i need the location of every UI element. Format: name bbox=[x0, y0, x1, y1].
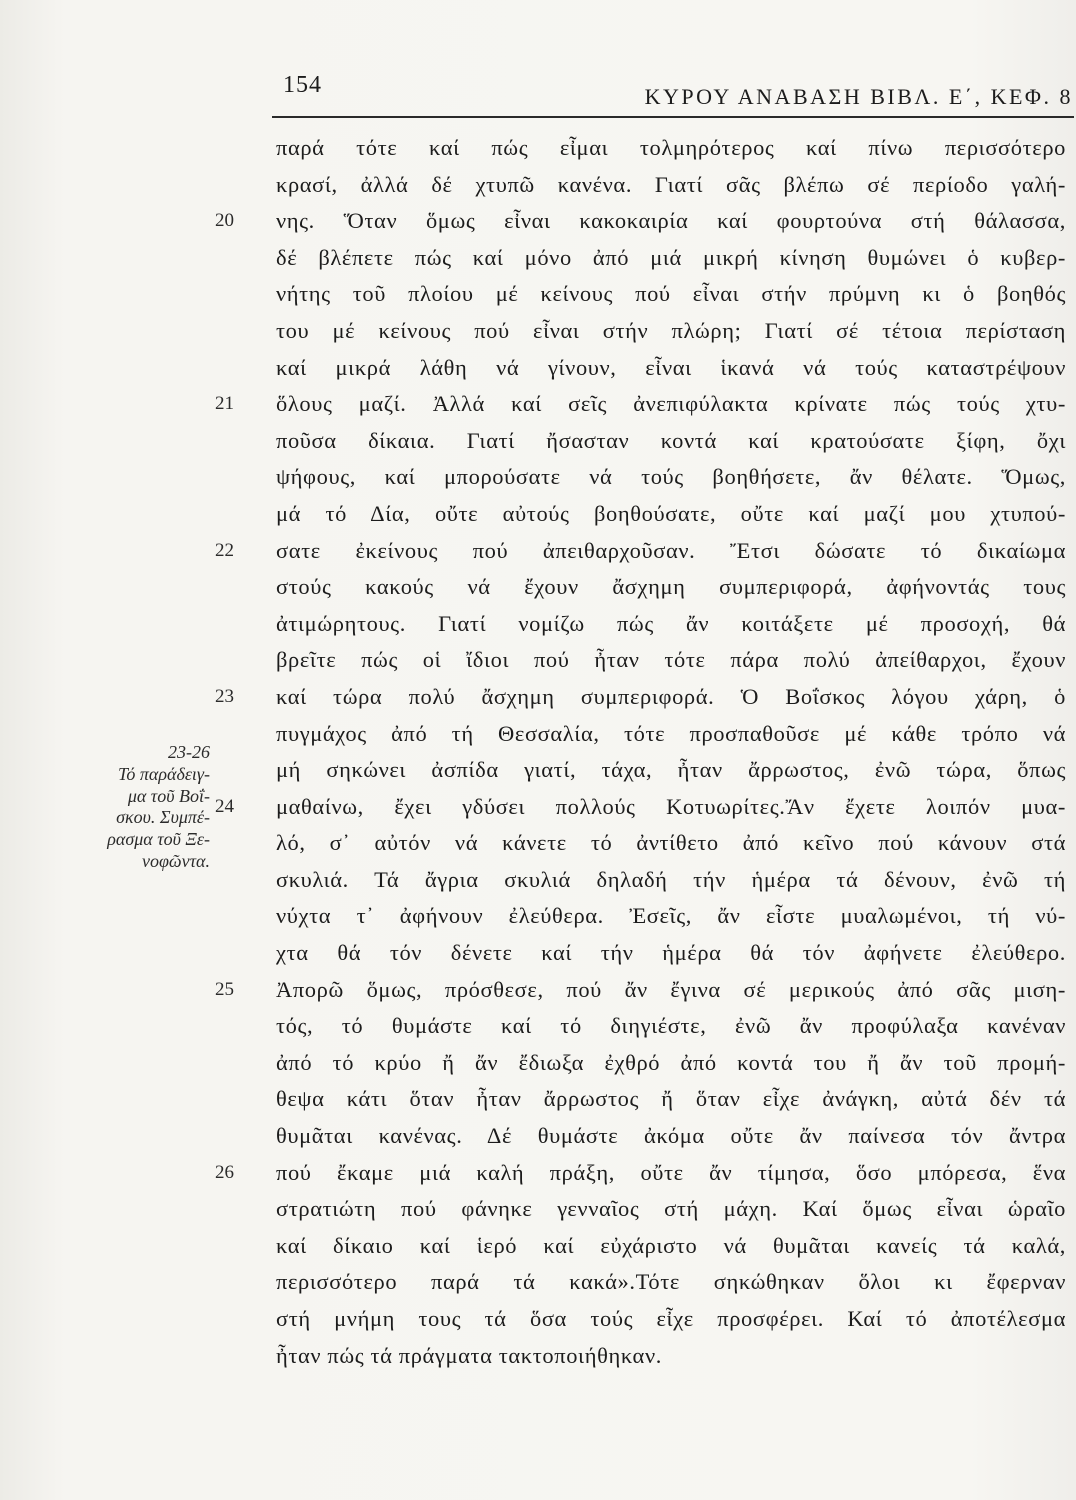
margin-note bbox=[86, 742, 210, 873]
text-line: λό, σ᾽ αὐτόν νά κάνετε τό ἀντίθετο ἀπό κεῖνο πού κάνουν στά bbox=[276, 830, 1066, 856]
text-line: θεψα κάτι ὅταν ἦταν ἄρρωστος ἤ ὅταν εἶχε ἀνάγκη, αὐτά δέν τά bbox=[276, 1086, 1066, 1112]
text-line: ἦταν πώς τά πράγματα τακτοποιήθηκαν. bbox=[276, 1342, 662, 1368]
text-line: πού ἔκαμε μιά καλή πράξη, οὔτε ἄν τίμησα, ὅσο μπόρεσα, ἕνα bbox=[276, 1159, 1066, 1185]
text-line: περισσότερο παρά τά κακά».Τότε σηκώθηκαν ὅλοι κι ἔφερναν bbox=[276, 1269, 1066, 1295]
running-head: ΚΥΡΟΥ ΑΝΑΒΑΣΗ ΒΙΒΛ. Ε΄, ΚΕΦ. 8 bbox=[644, 84, 1073, 109]
text-line: ἀτιμώρητους. Γιατί νομίζω πώς ἄν κοιτάξετε μέ προσοχή, θά bbox=[276, 610, 1066, 636]
header-rule bbox=[272, 116, 1074, 118]
text-line: δέ βλέπετε πώς καί μόνο ἀπό μιά μικρή κίνηση θυμώνει ὁ κυβερ- bbox=[276, 244, 1066, 270]
text-line: νύχτα τ᾽ ἀφήνουν ἐλεύθερα. Ἐσεῖς, ἄν εἶστε μυαλωμένοι, τή νύ- bbox=[276, 903, 1066, 929]
page-header bbox=[283, 72, 1073, 112]
margin-note-line: Τό παράδειγ- bbox=[118, 763, 210, 784]
text-line: μά τό Δία, οὔτε αὐτούς βοηθούσατε, οὔτε καί μαζί μου χτυπού- bbox=[276, 500, 1066, 526]
text-line: στούς κακούς νά ἔχουν ἄσχημη συμπεριφορά, ἀφήνοντάς τους bbox=[276, 574, 1066, 600]
text-line: στρατιώτη πού φάνηκε γενναῖος στή μάχη. Καί ὅμως εἶναι ὡραῖο bbox=[276, 1196, 1066, 1222]
page-number: 154 bbox=[283, 72, 322, 98]
text-line: τός, τό θυμάστε καί τό διηγιέστε, ἐνῶ ἄν προφύλαξα κανέναν bbox=[276, 1013, 1066, 1039]
margin-note-line: νοφῶντα. bbox=[141, 850, 210, 871]
verse-number: 20 bbox=[215, 210, 234, 232]
text-line: σατε ἐκείνους πού ἀπειθαρχοῦσαν. Ἔτσι δώσατε τό δικαίωμα bbox=[276, 537, 1066, 563]
margin-note-line: ρασμα τοῦ Ξε- bbox=[107, 829, 210, 850]
text-line: ποῦσα δίκαια. Γιατί ἤσασταν κοντά καί κρατούσατε ξίφη, ὄχι bbox=[276, 427, 1066, 453]
verse-number: 23 bbox=[215, 686, 234, 707]
text-line: μαθαίνω, ἔχει γδύσει πολλούς Κοτυωρίτες.Ἄν ἔχετε λοιπόν μυα- bbox=[276, 793, 1066, 819]
verse-number: 21 bbox=[215, 393, 234, 415]
verse-number: 22 bbox=[215, 539, 234, 561]
margin-note-line: μα τοῦ Βοΐ- bbox=[127, 785, 210, 806]
text-line: θυμᾶται κανένας. Δέ θυμάστε ἀκόμα οὔτε ἄν παίνεσα τόν ἄντρα bbox=[276, 1123, 1066, 1149]
verse-number: 26 bbox=[215, 1161, 234, 1183]
text-line: στή μνήμη τους τά ὅσα τούς εἶχε προσφέρει. Καί τό ἀποτέλεσμα bbox=[276, 1306, 1066, 1331]
margin-note-line: σκου. Συμπέ- bbox=[116, 807, 210, 828]
text-line: σκυλιά. Τά ἄγρια σκυλιά δηλαδή τήν ἡμέρα τά δένουν, ἐνῶ τή bbox=[276, 866, 1066, 892]
text-line: του μέ κείνους πού εἶναι στήν πλώρη; Γιατί σέ τέτοια περίσταση bbox=[276, 317, 1066, 343]
text-line: καί δίκαιο καί ἱερό καί εὐχάριστο νά θυμᾶται κανείς τά καλά, bbox=[276, 1232, 1066, 1258]
text-line: Ἀπορῶ ὅμως, πρόσθεσε, πού ἄν ἔγινα σέ μερικούς ἀπό σᾶς μιση- bbox=[276, 976, 1066, 1002]
verse-number: 24 bbox=[215, 795, 234, 817]
margin-note-line: 23-26 bbox=[168, 742, 210, 762]
text-line: μή σηκώνει ἀσπίδα γιατί, τάχα, ἦταν ἄρρωστος, ἐνῶ τώρα, ὅπως bbox=[276, 757, 1066, 783]
text-line: παρά τότε καί πώς εἶμαι τολμηρότερος καί πίνω περισσότερο bbox=[276, 135, 1066, 160]
text-line: πυγμάχος ἀπό τή Θεσσαλία, τότε προσπαθοῦσε μέ κάθε τρόπο νά bbox=[276, 720, 1066, 746]
text-line: ἀπό τό κρύο ἤ ἄν ἔδιωξα ἐχθρό ἀπό κοντά του ἤ ἄν τοῦ προμή- bbox=[276, 1049, 1066, 1075]
text-line: βρεῖτε πώς οἱ ἴδιοι πού ἦταν τότε πάρα πολύ ἀπείθαρχοι, ἔχουν bbox=[276, 647, 1066, 673]
verse-number: 25 bbox=[215, 978, 234, 1000]
text-line: νήτης τοῦ πλοίου μέ κείνους πού εἶναι στήν πρύμνη κι ὁ βοηθός bbox=[276, 281, 1066, 307]
text-line: καί τώρα πολύ ἄσχημη συμπεριφορά. Ὁ Βοΐσκος λόγου χάρη, ὁ bbox=[276, 683, 1066, 709]
text-line: καί μικρά λάθη νά γίνουν, εἶναι ἱκανά νά τούς καταστρέψουν bbox=[276, 354, 1066, 380]
text-line: νης. Ὅταν ὅμως εἶναι κακοκαιρία καί φουρτούνα στή θάλασσα, bbox=[276, 208, 1066, 234]
body-text bbox=[276, 130, 1066, 1374]
text-line: κρασί, ἀλλά δέ χτυπῶ κανένα. Γιατί σᾶς βλέπω σέ περίοδο γαλή- bbox=[276, 171, 1066, 197]
text-line: ψήφους, καί μπορούσατε νά τούς βοηθήσετε, ἄν θέλατε. Ὅμως, bbox=[276, 464, 1066, 490]
text-line: χτα θά τόν δένετε καί τήν ἡμέρα θά τόν ἀφήνετε ἐλεύθερο. bbox=[276, 940, 1066, 966]
text-line: ὅλους μαζί. Ἀλλά καί σεῖς ἀνεπιφύλακτα κρίνατε πώς τούς χτυ- bbox=[276, 391, 1066, 417]
